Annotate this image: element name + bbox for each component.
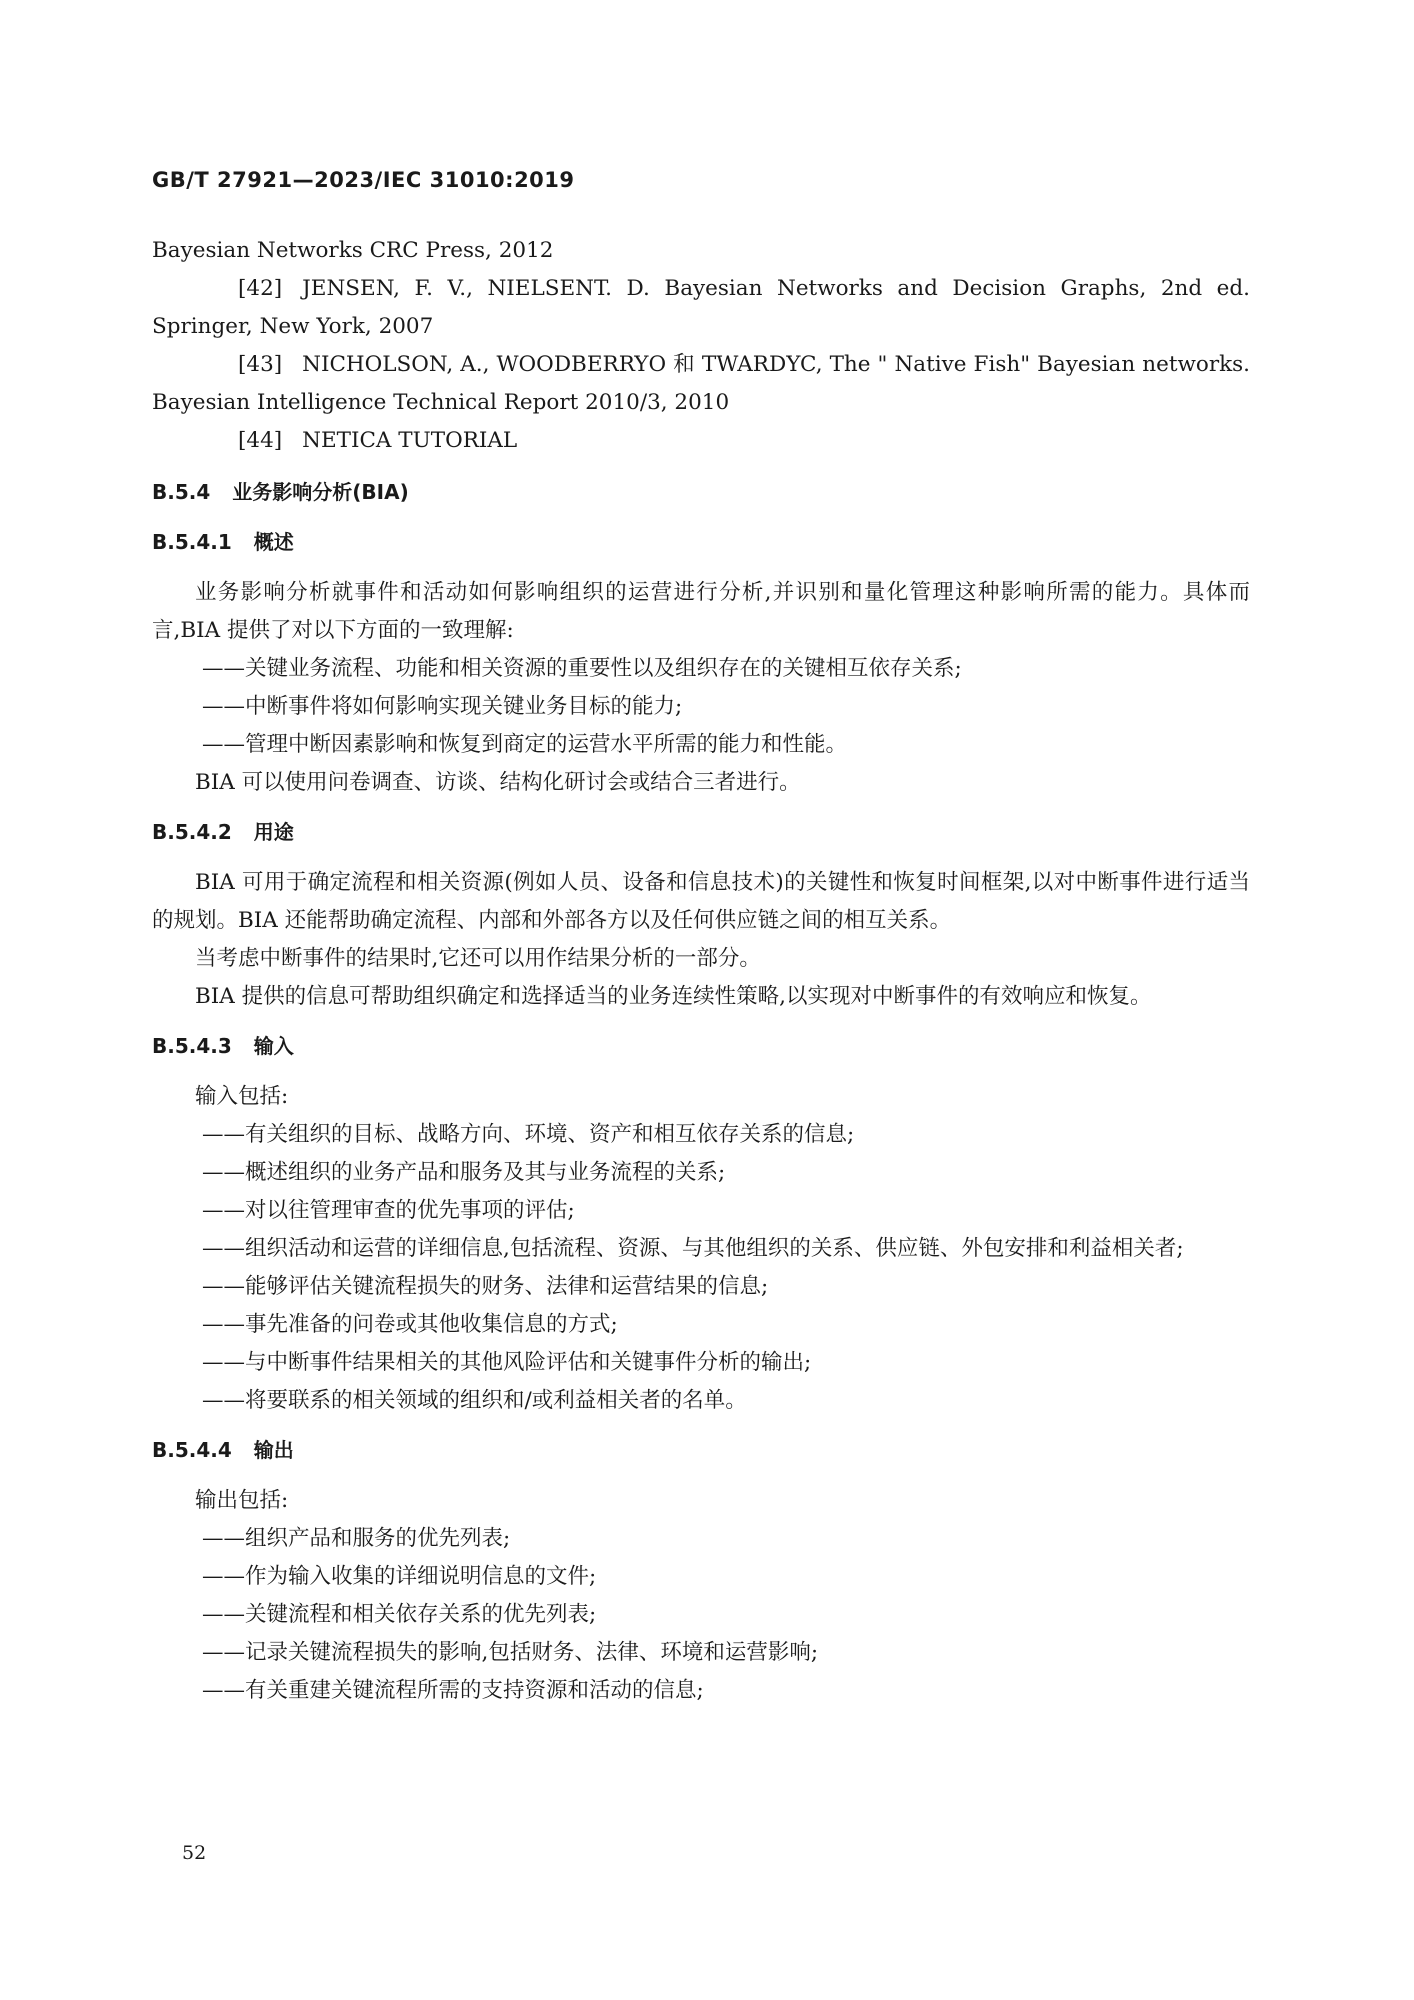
section-number: B.5.4.3 xyxy=(152,1034,232,1058)
reference-number: [43] xyxy=(238,352,283,377)
section-number: B.5.4 xyxy=(152,480,211,504)
section-heading-b541 xyxy=(152,524,1250,560)
list-item: ——将要联系的相关领域的组织和/或利益相关者的名单。 xyxy=(202,1388,747,1413)
list-item: ——有关重建关键流程所需的支持资源和活动的信息; xyxy=(202,1678,704,1703)
section-heading-b544 xyxy=(152,1432,1250,1468)
list-item: ——关键业务流程、功能和相关资源的重要性以及组织存在的关键相互依存关系; xyxy=(202,656,962,681)
list-item: ——记录关键流程损失的影响,包括财务、法律、环境和运营影响; xyxy=(202,1640,819,1665)
section-number: B.5.4.2 xyxy=(152,820,232,844)
output-intro: 输出包括: xyxy=(195,1488,289,1513)
reference-44 xyxy=(152,422,1250,460)
standard-code-header: GB/T 27921—2023/IEC 31010:2019 xyxy=(152,168,575,192)
list-item: ——中断事件将如何影响实现关键业务目标的能力; xyxy=(202,694,683,719)
reference-42 xyxy=(152,270,1250,346)
section-title: 输出 xyxy=(253,1438,294,1462)
reference-number: [42] xyxy=(238,276,283,301)
section-title: 用途 xyxy=(253,820,294,844)
list-item: ——组织活动和运营的详细信息,包括流程、资源、与其他组织的关系、供应链、外包安排和利益相关者; xyxy=(202,1236,1184,1261)
reference-text: NICHOLSON, A., WOODBERRYO 和 TWARDYC, The " Native Fish" Bayesian networks. Bayesian Intelligence Technical Report 2010/3, 2010 xyxy=(152,352,1250,415)
section-heading-b542 xyxy=(152,814,1250,850)
list-item: ——管理中断因素影响和恢复到商定的运营水平所需的能力和性能。 xyxy=(202,732,848,757)
reference-text: NETICA TUTORIAL xyxy=(302,428,518,453)
section-title: 概述 xyxy=(253,530,294,554)
usage-paragraph: 当考虑中断事件的结果时,它还可以用作结果分析的一部分。 xyxy=(195,946,761,971)
list-item: ——有关组织的目标、战略方向、环境、资产和相互依存关系的信息; xyxy=(202,1122,855,1147)
section-number: B.5.4.1 xyxy=(152,530,232,554)
list-item: ——能够评估关键流程损失的财务、法律和运营结果的信息; xyxy=(202,1274,769,1299)
list-item: ——概述组织的业务产品和服务及其与业务流程的关系; xyxy=(202,1160,726,1185)
overview-intro: 业务影响分析就事件和活动如何影响组织的运营进行分析,并识别和量化管理这种影响所需的能力。具体而言,BIA 提供了对以下方面的一致理解: xyxy=(152,580,1250,643)
list-item: ——组织产品和服务的优先列表; xyxy=(202,1526,511,1551)
reference-continuation: Bayesian Networks CRC Press, 2012 xyxy=(152,238,554,263)
page-number: 52 xyxy=(182,1842,207,1864)
list-item: ——事先准备的问卷或其他收集信息的方式; xyxy=(202,1312,618,1337)
document-body xyxy=(152,232,1250,1710)
list-item: ——关键流程和相关依存关系的优先列表; xyxy=(202,1602,597,1627)
overview-closing: BIA 可以使用问卷调查、访谈、结构化研讨会或结合三者进行。 xyxy=(195,770,801,795)
list-item: ——对以往管理审查的优先事项的评估; xyxy=(202,1198,575,1223)
usage-paragraph: BIA 提供的信息可帮助组织确定和选择适当的业务连续性策略,以实现对中断事件的有效响应和恢复。 xyxy=(195,984,1152,1009)
section-title: 业务影响分析(BIA) xyxy=(232,480,409,504)
section-heading-b543 xyxy=(152,1028,1250,1064)
section-number: B.5.4.4 xyxy=(152,1438,232,1462)
reference-number: [44] xyxy=(238,428,283,453)
list-item: ——与中断事件结果相关的其他风险评估和关键事件分析的输出; xyxy=(202,1350,812,1375)
section-heading-b54 xyxy=(152,474,1250,510)
input-intro: 输入包括: xyxy=(195,1084,289,1109)
usage-paragraph: BIA 可用于确定流程和相关资源(例如人员、设备和信息技术)的关键性和恢复时间框架,以对中断事件进行适当的规划。BIA 还能帮助确定流程、内部和外部各方以及任何供应链之间的相互关系。 xyxy=(152,870,1250,933)
section-title: 输入 xyxy=(253,1034,294,1058)
reference-text: JENSEN, F. V., NIELSENT. D. Bayesian Networks and Decision Graphs, 2nd ed. Springer, New York, 2007 xyxy=(152,276,1250,339)
list-item: ——作为输入收集的详细说明信息的文件; xyxy=(202,1564,597,1589)
reference-43 xyxy=(152,346,1250,422)
